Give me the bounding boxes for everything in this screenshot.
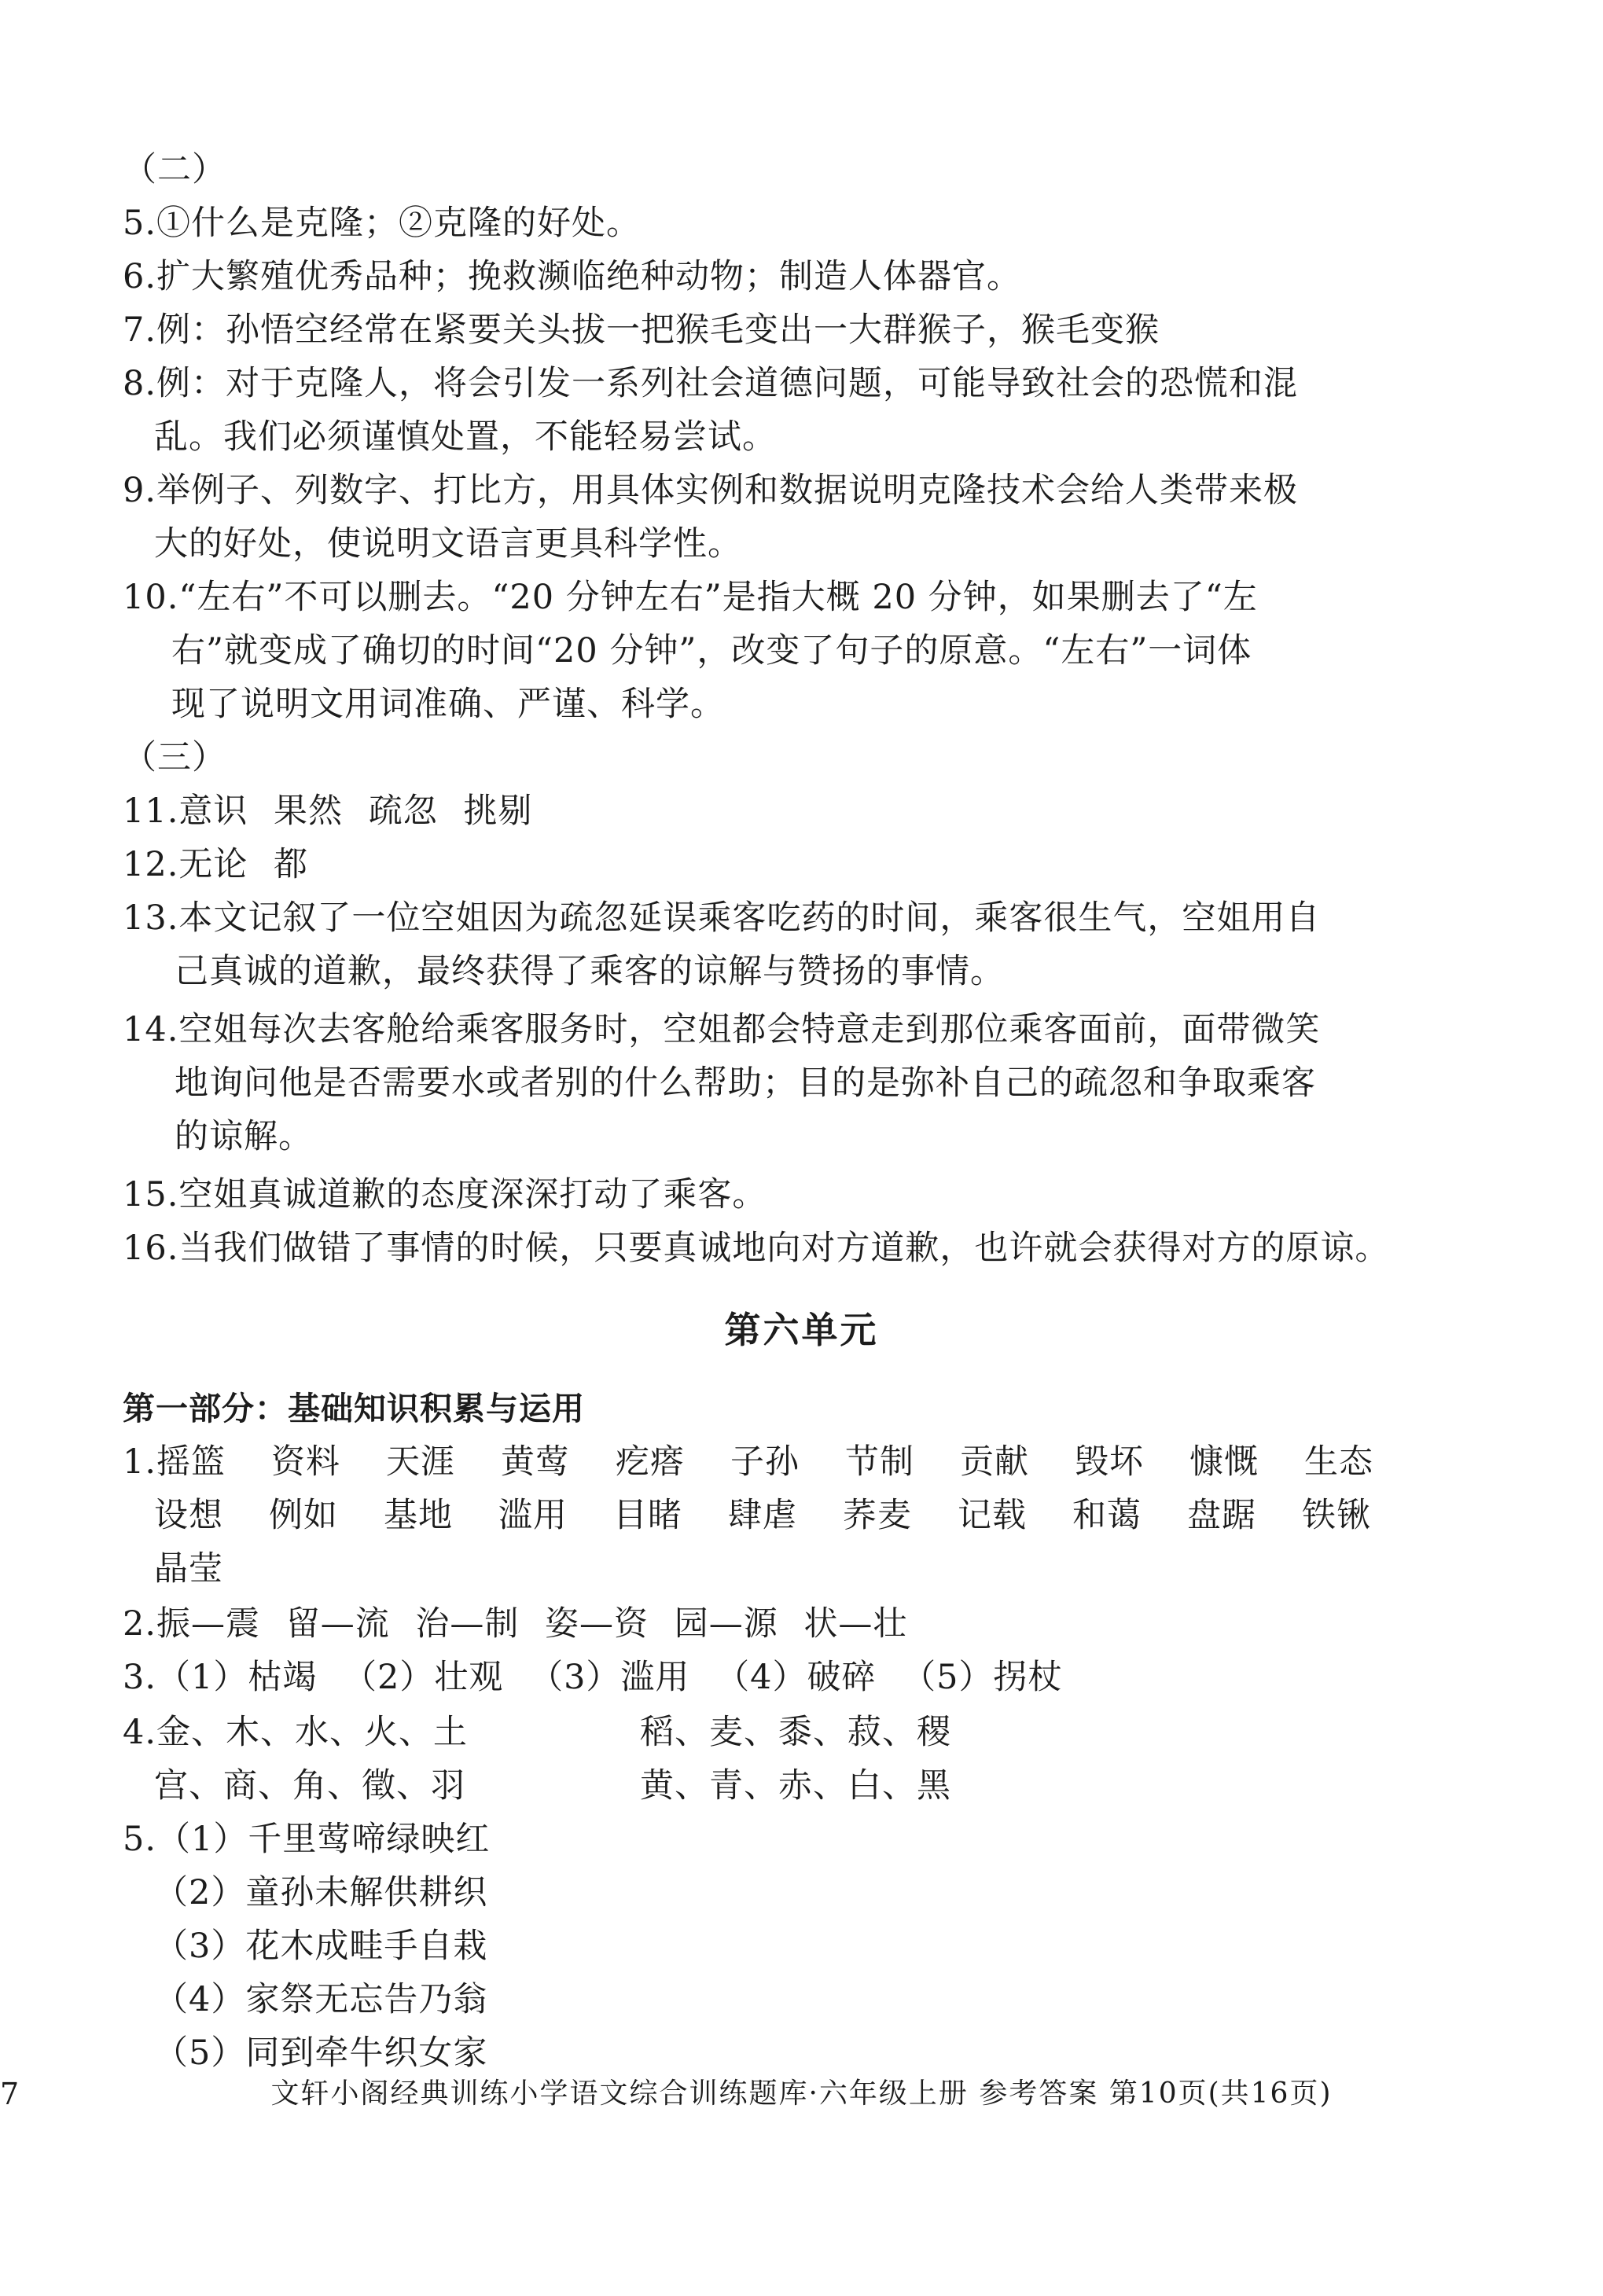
word: 盘踞 <box>1187 1496 1256 1535</box>
word: 黄莺 <box>501 1442 571 1482</box>
word: 记载 <box>958 1496 1027 1535</box>
answer-u6-1-row3 <box>154 1542 1459 1596</box>
answer-8-line2: 乱。我们必须谨慎处置，不能轻易尝试。 <box>154 417 777 457</box>
word: 慷慨 <box>1189 1442 1259 1482</box>
word: 铁锹 <box>1302 1496 1371 1535</box>
word: 目睹 <box>613 1496 682 1535</box>
page-footer: 文轩小阁经典训练小学语文综合训练题库·六年级上册 参考答案 第10页(共16页) <box>270 2077 1333 2110</box>
word: 子孙 <box>730 1442 800 1482</box>
word: 和蔼 <box>1072 1496 1142 1535</box>
answer-u6-5-5: （5）同到牵牛织女家 <box>154 2033 488 2073</box>
answer-u6-5-3: （3）花木成畦手自栽 <box>154 1927 488 1966</box>
answer-u6-3: 3.（1）枯竭 （2）壮观 （3）滥用 （4）破碎 （5）拐杖 <box>123 1658 1063 1697</box>
answer-u6-5-2: （2）童孙未解供耕织 <box>154 1873 488 1912</box>
word: 生态 <box>1304 1442 1374 1482</box>
answer-u6-4-left2: 宫、商、角、徵、羽 <box>154 1766 465 1806</box>
answer-10-line2: 右”就变成了确切的时间“20 分钟”，改变了句子的原意。“左右”一词体 <box>171 631 1252 670</box>
word: 贡献 <box>960 1442 1030 1482</box>
answer-10-line3: 现了说明文用词准确、严谨、科学。 <box>171 685 725 724</box>
answer-u6-5-4: （4）家祭无忘告乃翁 <box>154 1980 488 2019</box>
answer-u6-4-left1: 4.金、木、水、火、土 <box>123 1713 469 1752</box>
answer-12: 12.无论 都 <box>123 845 309 884</box>
answer-5: 5.①什么是克隆；②克隆的好处。 <box>123 204 642 243</box>
answer-u6-4-right2: 黄、青、赤、白、黑 <box>640 1766 951 1806</box>
unit-title: 第六单元 <box>724 1309 879 1351</box>
answer-u6-5-1: 5.（1）千里莺啼绿映红 <box>123 1820 491 1859</box>
answer-7: 7.例：孙悟空经常在紧要关头拔一把猴毛变出一大群猴子，猴毛变猴 <box>123 310 1160 350</box>
word: 晶莹 <box>154 1549 223 1589</box>
word: 例如 <box>269 1496 338 1535</box>
answer-14-line2: 地询问他是否需要水或者别的什么帮助；目的是弥补自己的疏忽和争取乘客 <box>175 1064 1316 1103</box>
edge-page-number: 7 <box>0 2077 20 2111</box>
word: 荞麦 <box>843 1496 912 1535</box>
answer-13-line2: 己真诚的道歉，最终获得了乘客的谅解与赞扬的事情。 <box>175 952 1005 991</box>
word: 资料 <box>271 1442 341 1482</box>
answer-u6-1-row1 <box>123 1435 1428 1489</box>
answer-u6-1-row2 <box>154 1489 1459 1542</box>
section-heading-3: （三） <box>123 738 226 777</box>
part-heading: 第一部分：基础知识积累与运用 <box>123 1390 585 1427</box>
item-prefix: 1. <box>123 1442 157 1482</box>
answer-9-line2: 大的好处，使说明文语言更具科学性。 <box>154 524 742 564</box>
answer-14-line3: 的谅解。 <box>175 1117 313 1156</box>
answer-8-line1: 8.例：对于克隆人，将会引发一系列社会道德问题，可能导致社会的恐慌和混 <box>123 364 1299 403</box>
word: 摇篮 <box>156 1442 226 1482</box>
answer-13-line1: 13.本文记叙了一位空姐因为疏忽延误乘客吃药的时间，乘客很生气，空姐用自 <box>123 898 1321 938</box>
answer-10-line1: 10.“左右”不可以删去。“20 分钟左右”是指大概 20 分钟，如果删去了“左 <box>123 578 1258 617</box>
word: 肆虐 <box>728 1496 797 1535</box>
answer-u6-4-right1: 稻、麦、黍、菽、稷 <box>640 1713 951 1752</box>
word: 天涯 <box>386 1442 456 1482</box>
answer-11: 11.意识 果然 疏忽 挑剔 <box>123 792 533 831</box>
answer-u6-2: 2.振—震 留—流 治—制 姿—资 园—源 状—壮 <box>123 1604 908 1644</box>
answer-15: 15.空姐真诚道歉的态度深深打动了乘客。 <box>123 1175 767 1214</box>
answer-9-line1: 9.举例子、列数字、打比方，用具体实例和数据说明克隆技术会给人类带来极 <box>123 471 1299 510</box>
answer-16: 16.当我们做错了事情的时候，只要真诚地向对方道歉，也许就会获得对方的原谅。 <box>123 1229 1390 1268</box>
word: 毁坏 <box>1075 1442 1145 1482</box>
section-heading-2: （二） <box>123 150 226 189</box>
word: 基地 <box>384 1496 453 1535</box>
word: 节制 <box>845 1442 915 1482</box>
word: 设想 <box>154 1496 223 1535</box>
answer-6: 6.扩大繁殖优秀品种；挽救濒临绝种动物；制造人体器官。 <box>123 257 1022 296</box>
word: 滥用 <box>498 1496 568 1535</box>
answer-14-line1: 14.空姐每次去客舱给乘客服务时，空姐都会特意走到那位乘客面前，面带微笑 <box>123 1010 1321 1049</box>
word: 疙瘩 <box>616 1442 686 1482</box>
